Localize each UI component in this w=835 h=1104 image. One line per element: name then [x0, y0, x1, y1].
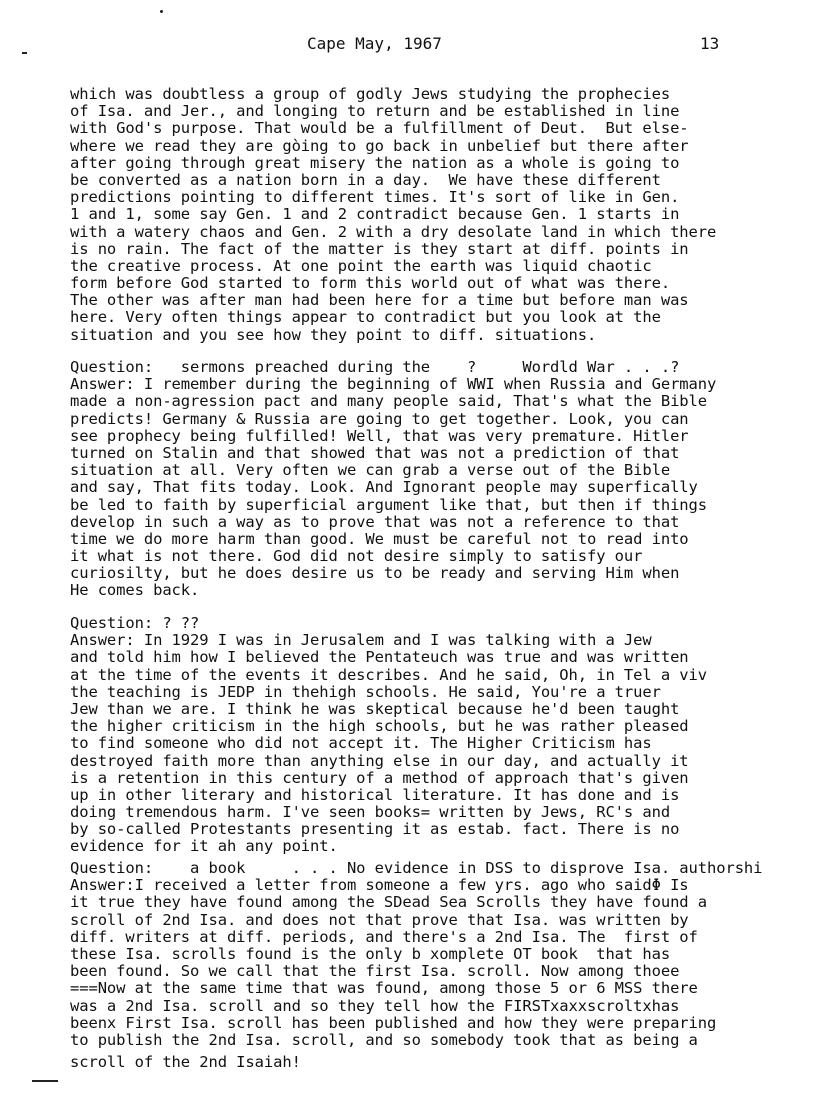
margin-speck	[160, 10, 163, 13]
paragraph-4	[70, 860, 830, 1071]
paragraph-3	[70, 615, 830, 856]
text-line: scroll of 2nd Isa. and does not that prove that Isa. was written by	[70, 910, 689, 929]
paragraph-1	[70, 86, 830, 344]
text-line: of Isa. and Jer., and longing to return and be established in line	[70, 102, 680, 121]
text-line: see prophecy being fulfilled! Well, that was very premature. Hitler	[70, 426, 689, 445]
text-line: been found. So we call that the first Isa. scroll. Now among thoee	[70, 962, 680, 981]
text-line: situation and you see how they point to diff. situations.	[70, 325, 597, 344]
text-line: doing tremendous harm. I've seen books= written by Jews, RC's and	[70, 803, 671, 822]
text-line: turned on Stalin and that showed that was not a prediction of that	[70, 443, 680, 462]
text-line: situation at all. Very often we can grab a verse out of the Bible	[70, 461, 671, 480]
text-line: He comes back.	[70, 581, 200, 600]
text-line: destroyed faith more than anything else in our day, and actually it	[70, 751, 689, 770]
question-line: Question: ? ??	[70, 614, 200, 632]
text-line: time we do more harm than good. We must be careful not to read into	[70, 529, 689, 548]
text-line: made a non-agression pact and many people said, That's what the Bible	[70, 392, 707, 411]
paragraph-2	[70, 359, 830, 600]
text-line: form before God started to form this world out of what was there.	[70, 274, 671, 293]
question-line: Question: sermons preached during the ? Wordld War . . .?	[70, 358, 680, 376]
text-line: and told him how I believed the Pentateuch was true and was written	[70, 648, 689, 667]
text-line: to publish the 2nd Isa. scroll, and so somebody took that as being a	[70, 1030, 698, 1049]
text-line: it true they have found among the SDead Sea Scrolls they have found a	[70, 893, 707, 912]
page-header-title: Cape May, 1967	[307, 34, 442, 53]
text-line: where we read they are gòing to go back in unbelief but there after	[70, 136, 689, 155]
text-line: at the time of the events it describes. And he said, Oh, in Tel a viv	[70, 665, 707, 684]
question-line: Question: a book . . . No evidence in DSS to disprove Isa. authorshi	[70, 859, 763, 877]
text-line: predictions pointing to different times. It's sort of like in Gen.	[70, 188, 680, 207]
margin-speck	[22, 52, 27, 54]
text-line: these Isa. scrolls found is the only b xomplete OT book that has	[70, 944, 671, 963]
text-line: scroll of the 2nd Isaiah!	[70, 1053, 301, 1072]
text-line: predicts! Germany & Russia are going to get together. Look, you can	[70, 409, 689, 428]
text-line: 1 and 1, some say Gen. 1 and 2 contradict because Gen. 1 starts in	[70, 205, 680, 224]
text-line: up in other literary and historical literature. It has done and is	[70, 785, 680, 804]
text-line: be converted as a nation born in a day. We have these different	[70, 170, 661, 189]
text-line: the higher criticism in the high schools, but he was rather pleased	[70, 717, 689, 736]
text-line: is no rain. The fact of the matter is they start at diff. points in	[70, 239, 689, 258]
text-line: which was doubtless a group of godly Jews studying the prophecies	[70, 85, 671, 103]
answer-line: Answer: In 1929 I was in Jerusalem and I was talking with a Jew	[70, 631, 652, 650]
text-line: after going through great misery the nation as a whole is going to	[70, 153, 680, 172]
text-line: with a watery chaos and Gen. 2 with a dry desolate land in which there	[70, 222, 717, 241]
text-line: be led to faith by superficial argument like that, but then if things	[70, 495, 707, 514]
answer-line: Answer: I remember during the beginning of WWI when Russia and Germany	[70, 375, 717, 394]
text-line: with God's purpose. That would be a fulfillment of Deut. But else-	[70, 119, 689, 138]
text-line: was a 2nd Isa. scroll and so they tell how the FIRSTxaxxscroltxhas	[70, 996, 680, 1015]
margin-speck	[32, 1080, 58, 1082]
text-line: develop in such a way as to prove that was not a reference to that	[70, 512, 680, 531]
text-line: curiosilty, but he does desire us to be ready and serving Him when	[70, 564, 680, 583]
text-line: is a retention in this century of a method of approach that's given	[70, 768, 689, 787]
text-line: and say, That fits today. Look. And Ignorant people may superfically	[70, 478, 698, 497]
text-line: diff. writers at diff. periods, and there's a 2nd Isa. The first of	[70, 927, 698, 946]
answer-line: Answer:I received a letter from someone a few yrs. ago who saidΦ Is	[70, 876, 689, 895]
page-number: 13	[700, 34, 720, 53]
text-line: by so-called Protestants presenting it as estab. fact. There is no	[70, 820, 680, 839]
text-line: evidence for it ah any point.	[70, 837, 338, 856]
text-line: here. Very often things appear to contradict but you look at the	[70, 308, 661, 327]
text-line: the creative process. At one point the earth was liquid chaotic	[70, 256, 652, 275]
text-line: Jew than we are. I think he was skeptical because he'd been taught	[70, 699, 680, 718]
text-line: it what is not there. God did not desire simply to satisfy our	[70, 547, 643, 566]
text-line: beenx First Isa. scroll has been published and how they were preparing	[70, 1013, 717, 1032]
text-line: the teaching is JEDP in thehigh schools. He said, You're a truer	[70, 682, 661, 701]
text-line: to find someone who did not accept it. The Higher Criticism has	[70, 734, 652, 753]
text-line: ===Now at the same time that was found, among those 5 or 6 MSS there	[70, 979, 698, 998]
text-line: The other was after man had been here for a time but before man was	[70, 291, 689, 310]
